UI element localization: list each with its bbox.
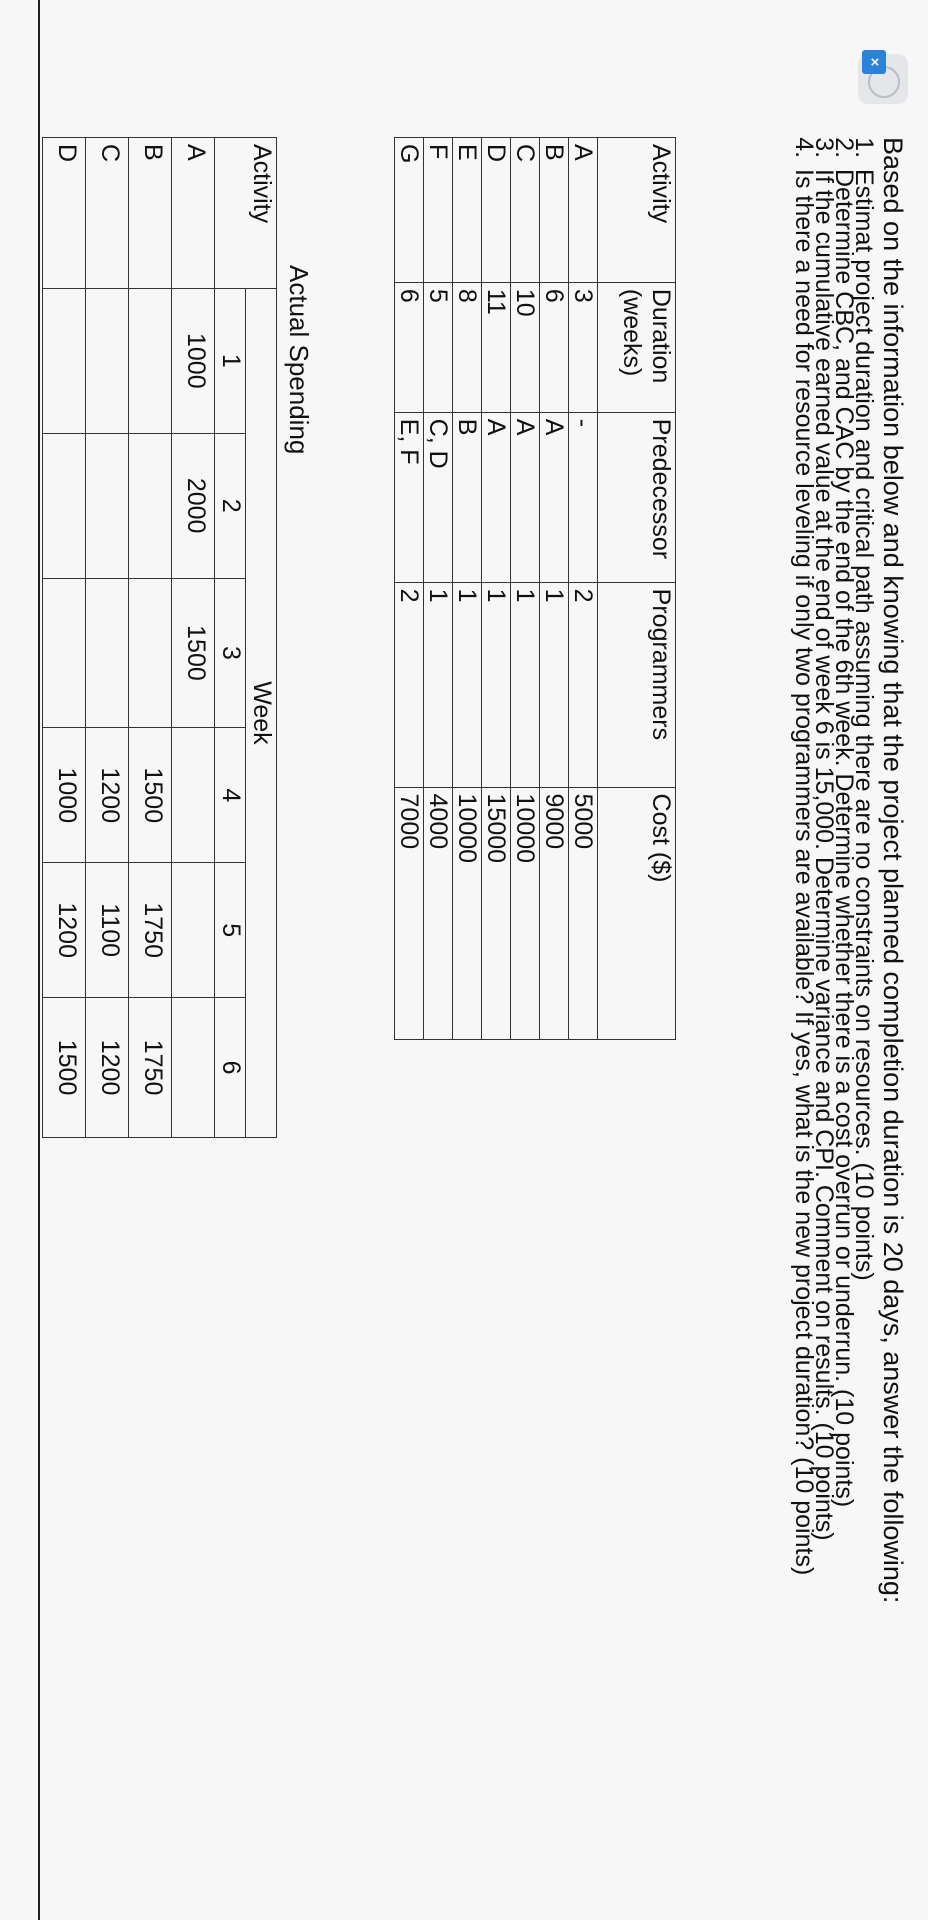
table-cell: B: [453, 412, 482, 582]
question-list: [790, 137, 878, 1576]
table-cell: 1: [482, 582, 511, 787]
table-cell: A: [511, 412, 540, 582]
table-cell: 1: [540, 582, 569, 787]
table-row: [569, 138, 598, 1040]
table-cell: 4000: [424, 787, 453, 1039]
header-cell: 5: [215, 863, 246, 998]
table-cell: G: [395, 138, 424, 283]
intro-text: Based on the information below and knowing that the project planned completion duration is 20 days, answer the following:: [878, 137, 908, 1604]
table-cell: C: [86, 138, 129, 289]
table-cell: E, F: [395, 412, 424, 582]
table-row: [395, 138, 424, 1040]
table-cell: 1000: [172, 288, 215, 433]
header-cell: 4: [215, 728, 246, 863]
table-cell: [129, 578, 172, 728]
table-cell: 1750: [129, 863, 172, 998]
table-cell: [172, 728, 215, 863]
header-cell: 2: [215, 433, 246, 578]
table-cell: A: [172, 138, 215, 289]
table-cell: 1: [453, 582, 482, 787]
table-cell: [129, 433, 172, 578]
table-cell: B: [129, 138, 172, 289]
table-cell: 1: [511, 582, 540, 787]
header-cell: Duration (weeks): [598, 282, 676, 412]
table-row: [43, 138, 86, 1138]
table-cell: A: [540, 412, 569, 582]
table-cell: 9000: [540, 787, 569, 1039]
header-cell: Cost ($): [598, 787, 676, 1039]
table-cell: C, D: [424, 412, 453, 582]
header-cell: Programmers: [598, 582, 676, 787]
table-cell: [43, 288, 86, 433]
table-cell: 5: [424, 282, 453, 412]
app-icon: [852, 50, 908, 106]
table-cell: [172, 998, 215, 1138]
table-row: [453, 138, 482, 1040]
table-cell: [86, 288, 129, 433]
spending-table: [42, 137, 277, 1138]
table-cell: 1200: [86, 998, 129, 1138]
table-cell: 1500: [43, 998, 86, 1138]
table-cell: 2000: [172, 433, 215, 578]
table-cell: 5000: [569, 787, 598, 1039]
table-cell: F: [424, 138, 453, 283]
table-cell: 1200: [86, 728, 129, 863]
week-number-row: [215, 138, 246, 1138]
table-cell: 1500: [172, 578, 215, 728]
table-cell: D: [43, 138, 86, 289]
table-cell: 15000: [482, 787, 511, 1039]
table-cell: -: [569, 412, 598, 582]
table-cell: [86, 578, 129, 728]
table-cell: [43, 578, 86, 728]
table-cell: E: [453, 138, 482, 283]
question-item: 4. Is there a need for resource leveling if only two programmers are available? If yes, what is the new project duration? (10 points): [794, 165, 814, 1575]
table-cell: D: [482, 138, 511, 283]
table-cell: 8: [453, 282, 482, 412]
table-cell: [86, 433, 129, 578]
table-cell: 10000: [511, 787, 540, 1039]
week-header-row: [246, 138, 277, 1138]
table-cell: 1: [424, 582, 453, 787]
table-cell: C: [511, 138, 540, 283]
section-title: Actual Spending: [284, 265, 314, 455]
table-cell: 1200: [43, 863, 86, 998]
table-cell: 6: [395, 282, 424, 412]
table-cell: 10000: [453, 787, 482, 1039]
header-cell: Week: [246, 288, 277, 1137]
table-cell: 10: [511, 282, 540, 412]
question-item: 2. Determine CBC, and CAC by the end of the 6th week. Determine whether there is a cost overrun or underrun. (10 points): [834, 165, 854, 1575]
table-row: [482, 138, 511, 1040]
table-row: [86, 138, 129, 1138]
header-cell: 1: [215, 288, 246, 433]
table-cell: 2: [569, 582, 598, 787]
table-cell: [129, 288, 172, 433]
table-cell: 1100: [86, 863, 129, 998]
table-cell: 1000: [43, 728, 86, 863]
calendar-icon: ×: [862, 50, 886, 74]
table-cell: 2: [395, 582, 424, 787]
table-cell: [43, 433, 86, 578]
table-header-row: [598, 138, 676, 1040]
table-cell: 1750: [129, 998, 172, 1138]
table-row: [424, 138, 453, 1040]
table-row: [511, 138, 540, 1040]
table-row: [540, 138, 569, 1040]
table-cell: 6: [540, 282, 569, 412]
header-cell: Predecessor: [598, 412, 676, 582]
table-cell: A: [569, 138, 598, 283]
table-cell: A: [482, 412, 511, 582]
question-item: 1. Estimat project duration and critical path assuming there are no constraints on resources. (10 points): [854, 165, 874, 1575]
table-cell: B: [540, 138, 569, 283]
header-cell: 3: [215, 578, 246, 728]
table-cell: [172, 863, 215, 998]
header-cell: 6: [215, 998, 246, 1138]
table-cell: 3: [569, 282, 598, 412]
question-item: 3. If the cumulative earned value at the end of week 6 is 15,000. Determine variance and CPI. Comment on results. (10 points): [814, 165, 834, 1575]
table-row: [172, 138, 215, 1138]
header-cell: Activity: [215, 138, 277, 289]
table-cell: 11: [482, 282, 511, 412]
activity-table: [394, 137, 676, 1040]
header-cell: Activity: [598, 138, 676, 283]
table-cell: 7000: [395, 787, 424, 1039]
table-cell: 1500: [129, 728, 172, 863]
divider-line: [38, 0, 40, 1920]
table-row: [129, 138, 172, 1138]
